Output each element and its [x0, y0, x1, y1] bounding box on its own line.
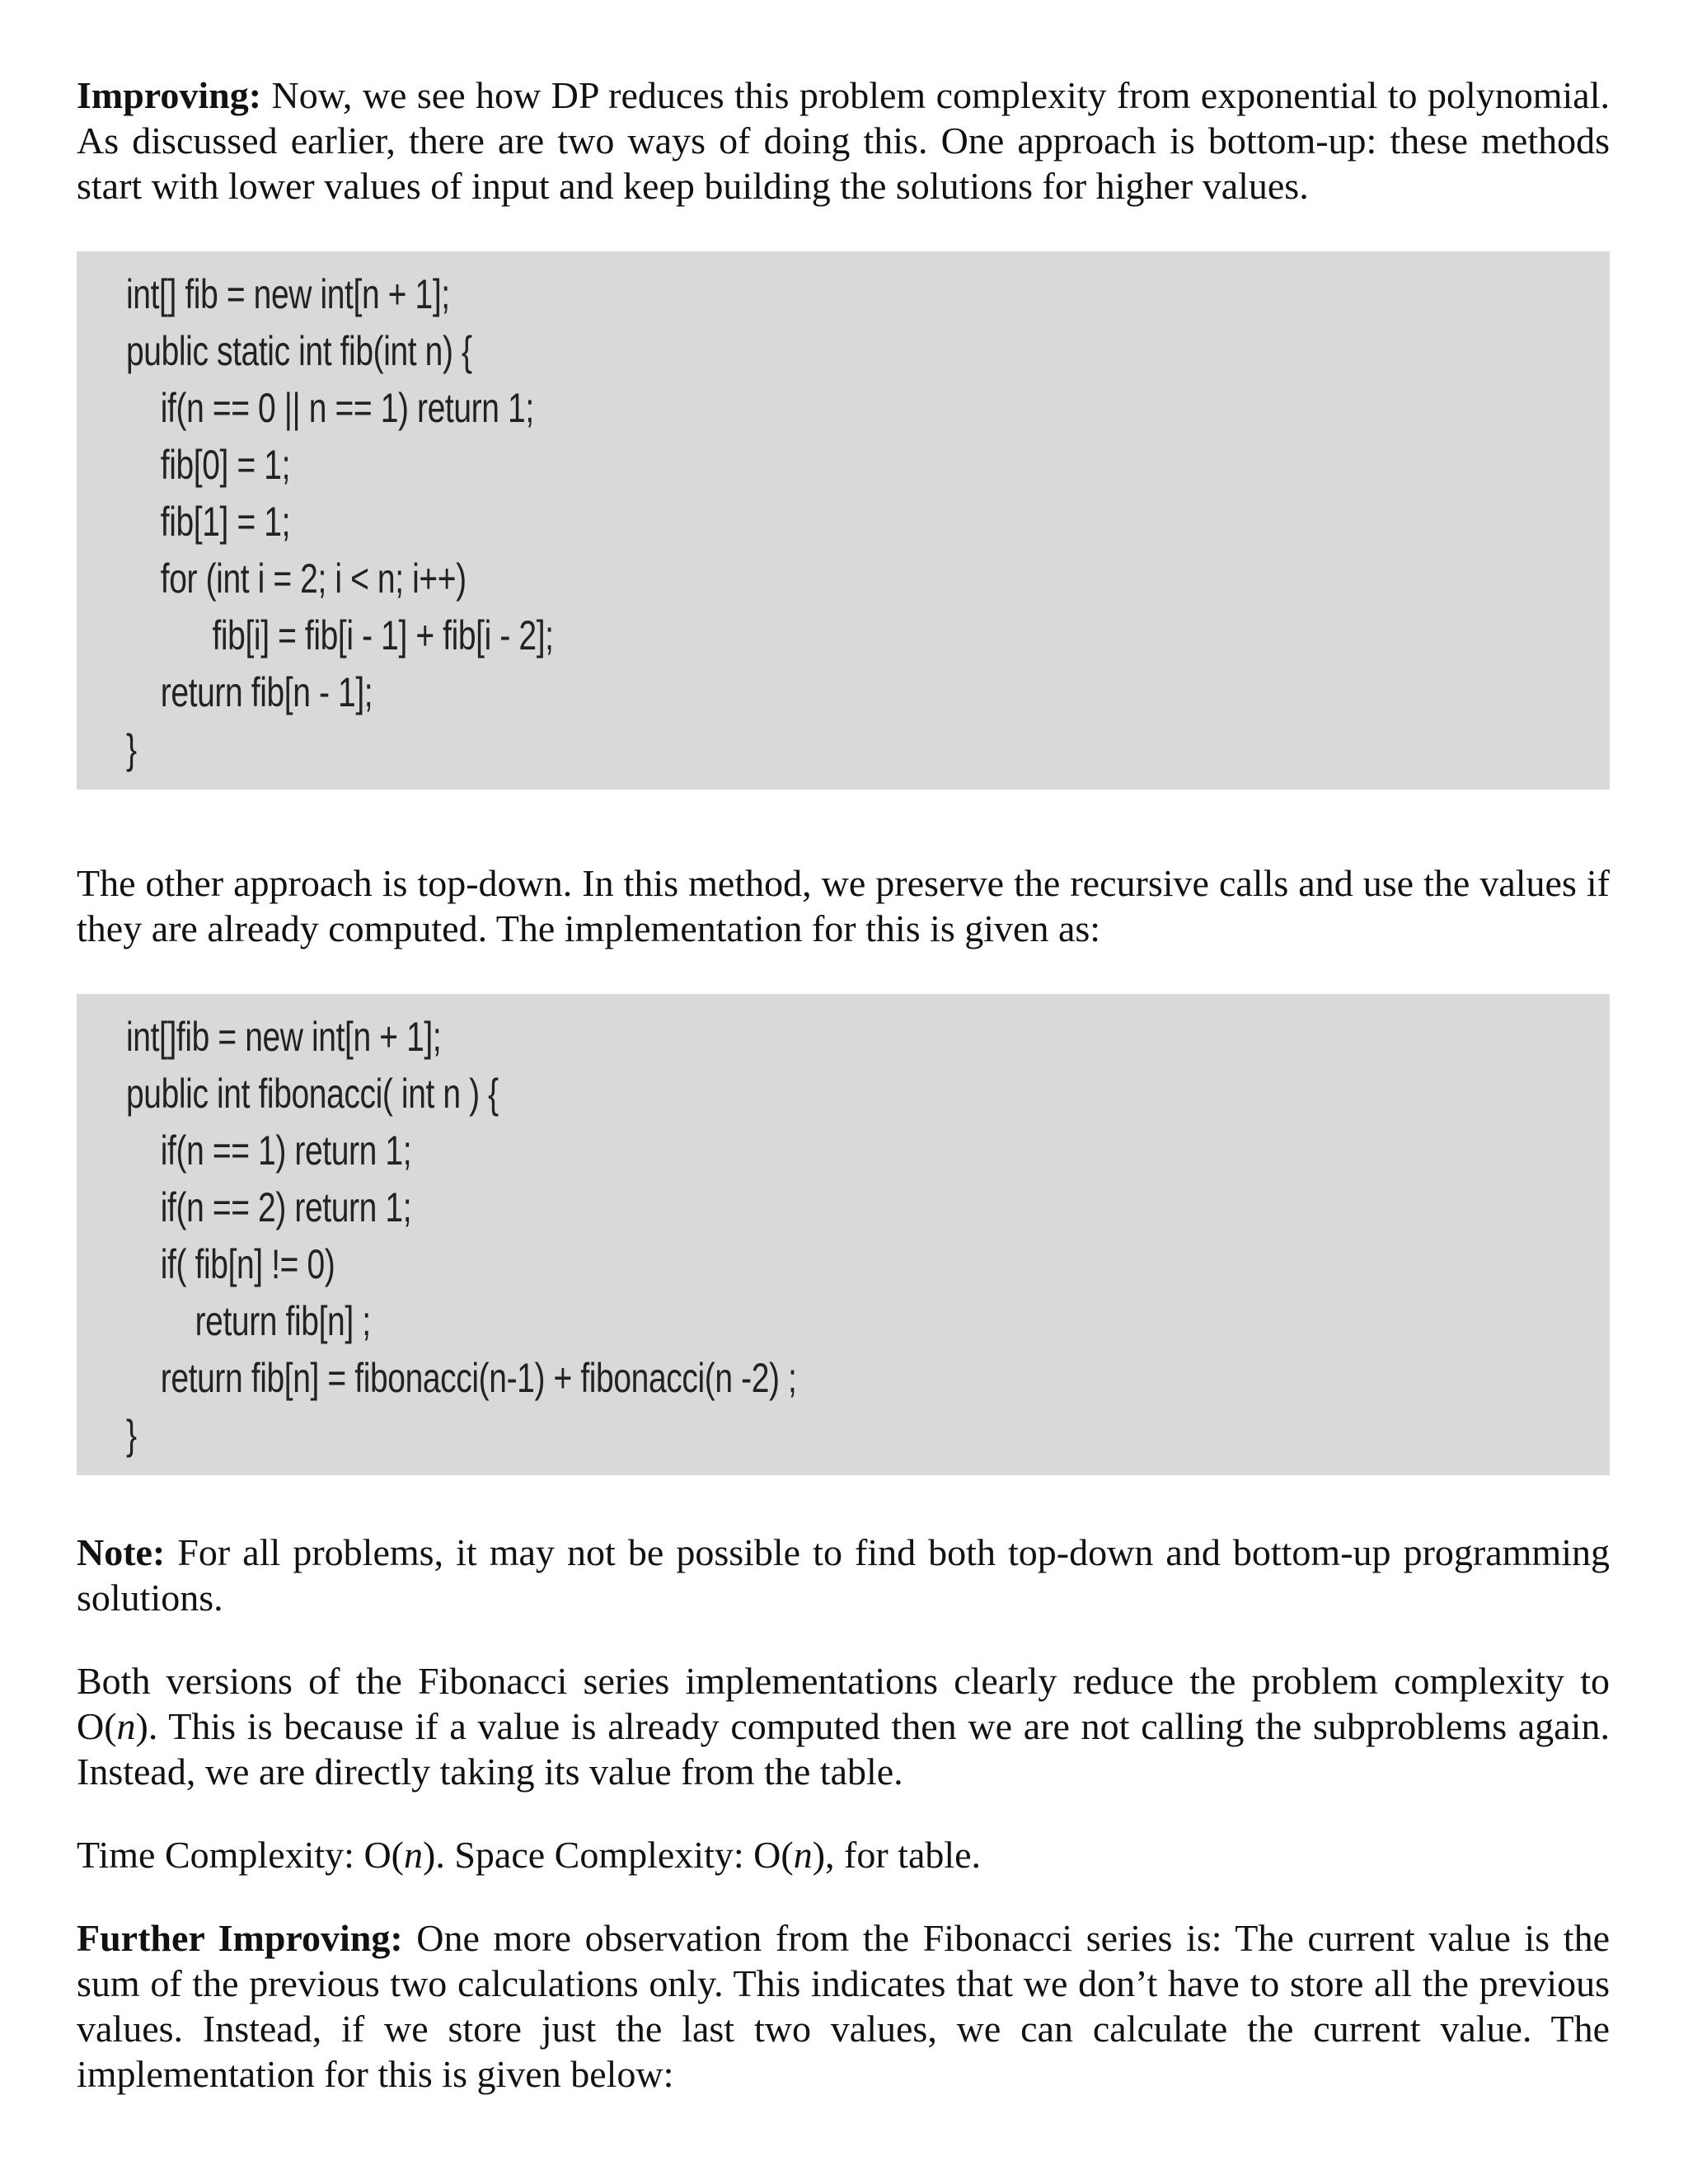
code-line: } — [126, 726, 137, 772]
code-block-top-down — [77, 994, 1610, 1475]
top-down-text: The other approach is top-down. In this method, we preserve the recursive calls and use the values if they are already computed. The implementation for this is given as: — [77, 862, 1610, 949]
improving-heading: Improving: — [77, 74, 262, 116]
note-text: For all problems, it may not be possible to find both top-down and bottom-up programming solutions. — [77, 1531, 1610, 1619]
paragraph-top-down — [77, 860, 1610, 951]
paragraph-note — [77, 1530, 1610, 1620]
code-line: fib[i] = fib[i - 1] + fib[i - 2]; — [126, 612, 554, 658]
code-line: if(n == 0 || n == 1) return 1; — [126, 385, 534, 431]
text-run: Both versions of the Fibonacci series implementations clearly reduce the problem complexity to O( — [77, 1660, 1610, 1747]
further-improving-text: One more observation from the Fibonacci series is: The current value is the sum of the previous two calculations only. This indicates that we don’t have to store all the previous values. Instead, if we store just the last two values, we can calculate the current value. The implementation for this is given below: — [77, 1917, 1610, 2095]
code-line: if(n == 2) return 1; — [126, 1184, 412, 1230]
code-line: if( fib[n] != 0) — [126, 1241, 335, 1287]
paragraph-improving — [77, 73, 1610, 209]
code-line: int[]fib = new int[n + 1]; — [126, 1014, 442, 1060]
text-run: ), for table. — [812, 1834, 982, 1876]
code-line: int[] fib = new int[n + 1]; — [126, 271, 450, 317]
note-heading: Note: — [77, 1531, 166, 1573]
code-line: for (int i = 2; i < n; i++) — [126, 555, 467, 602]
code-line: return fib[n] ; — [126, 1298, 371, 1344]
code-block-bottom-up — [77, 251, 1610, 790]
math-variable: n — [404, 1834, 423, 1876]
code-line: fib[0] = 1; — [126, 442, 291, 488]
paragraph-complexity — [77, 1832, 1610, 1877]
text-run: ). Space Complexity: O( — [423, 1834, 794, 1876]
math-variable: n — [793, 1834, 813, 1876]
math-variable: n — [116, 1705, 136, 1747]
code-line: return fib[n - 1]; — [126, 669, 373, 715]
paragraph-further-improving — [77, 1915, 1610, 2097]
document-page — [77, 73, 1610, 2097]
text-run: ). This is because if a value is already computed then we are not calling the subproblems again. Instead, we are directly taking its value from the table. — [77, 1705, 1610, 1793]
code-line: } — [126, 1412, 137, 1458]
improving-text: Now, we see how DP reduces this problem complexity from exponential to polynomial. As discussed earlier, there are two ways of doing this. One approach is bottom-up: these methods start with lower values of input and keep building the solutions for higher values. — [77, 74, 1610, 207]
code-line: public static int fib(int n) { — [126, 328, 472, 374]
code-line: return fib[n] = fibonacci(n-1) + fibonacci(n -2) ; — [126, 1355, 797, 1401]
text-run: Time Complexity: O( — [77, 1834, 404, 1876]
code-line: public int fibonacci( int n ) { — [126, 1071, 499, 1117]
code-line: fib[1] = 1; — [126, 499, 291, 545]
paragraph-both-versions — [77, 1658, 1610, 1794]
code-line: if(n == 1) return 1; — [126, 1127, 412, 1174]
further-improving-heading: Further Improving: — [77, 1917, 403, 1959]
